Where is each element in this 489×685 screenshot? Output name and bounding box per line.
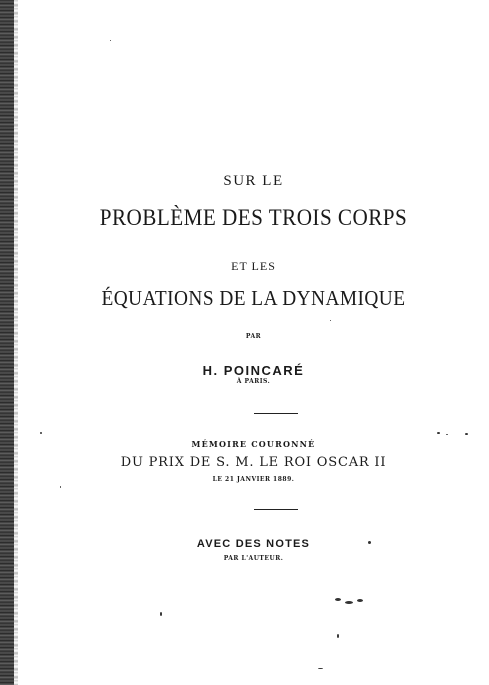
scan-speck <box>318 668 323 669</box>
secondary-title: ÉQUATIONS DE LA DYNAMIQUE <box>101 286 406 310</box>
scan-speck <box>60 486 61 488</box>
scan-speck <box>357 599 363 602</box>
by-label: PAR <box>245 333 262 340</box>
author-location: À PARIS. <box>236 378 271 385</box>
divider-rule <box>254 509 298 510</box>
divider-rule <box>254 413 298 414</box>
scan-speck <box>437 432 440 434</box>
award-prize: DU PRIX DE S. M. LE ROI OSCAR II <box>120 455 387 470</box>
author-name: H. POINCARÉ <box>202 363 305 378</box>
title-connector: ET LES <box>231 259 276 273</box>
notes-author: PAR L'AUTEUR. <box>223 555 284 562</box>
book-spine-edge <box>0 0 14 685</box>
notes-label: AVEC DES NOTES <box>196 538 311 550</box>
scan-speck <box>330 320 331 321</box>
award-label: MÉMOIRE COURONNÉ <box>191 439 316 449</box>
scan-speck <box>40 432 42 434</box>
scan-speck <box>110 40 111 41</box>
scan-speck <box>335 598 341 601</box>
spine-shadow <box>14 0 18 685</box>
scan-speck <box>345 601 353 604</box>
scan-speck <box>465 433 468 435</box>
scan-speck <box>160 612 162 616</box>
title-prefix: SUR LE <box>223 173 284 189</box>
scan-speck <box>368 541 371 544</box>
scan-speck <box>337 634 339 638</box>
main-title: PROBLÈME DES TROIS CORPS <box>99 205 408 230</box>
scan-speck <box>446 434 448 435</box>
award-date: LE 21 JANVIER 1889. <box>212 476 295 483</box>
